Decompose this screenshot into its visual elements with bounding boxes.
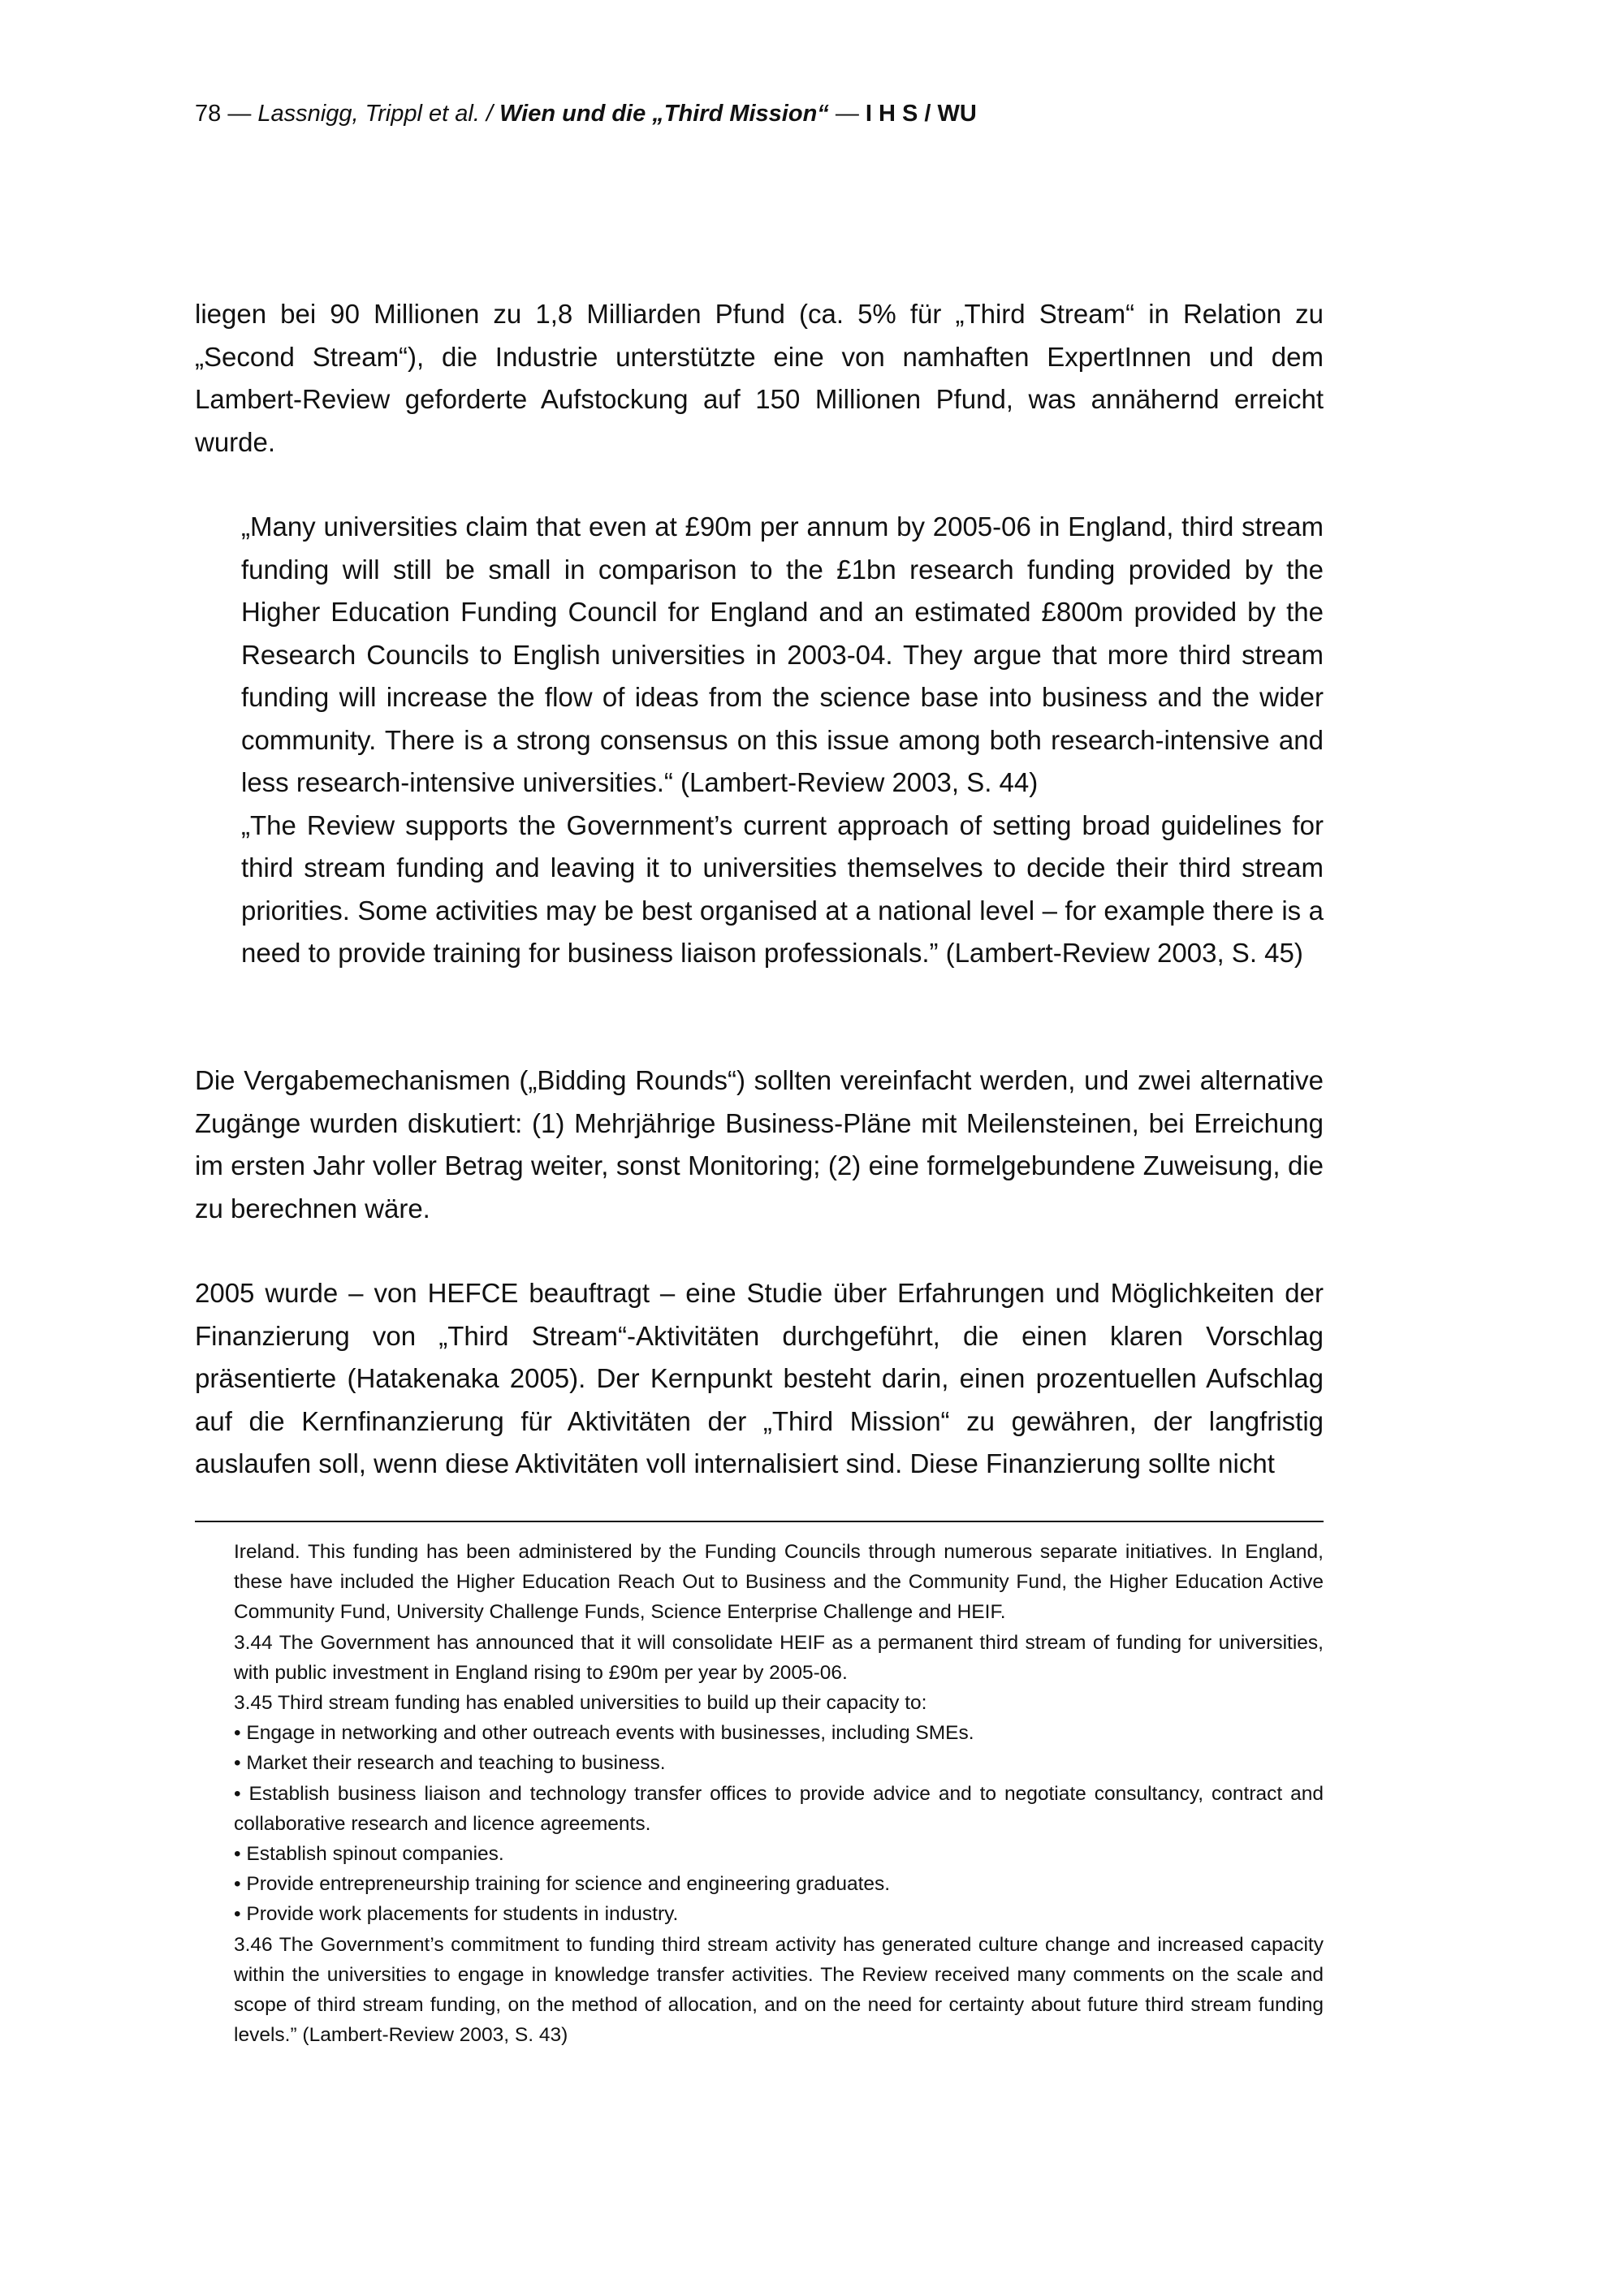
header-authors: Lassnigg, Trippl et al. / bbox=[257, 101, 500, 127]
header-institution: I H S / WU bbox=[865, 101, 977, 127]
body-paragraph-1: liegen bei 90 Millionen zu 1,8 Milliarden Pfund (ca. 5% für „Third Stream“ in Relation zu „Second Stream“), die Industrie unterstützte eine von namhaften ExpertInnen und dem Lambert-Review geforderte Aufstockung auf 150 Millionen Pfund, was annähernd erreicht wurde. bbox=[195, 299, 1324, 457]
footnote-paragraph: 3.45 Third stream funding has enabled universities to build up their capacity to: bbox=[234, 1692, 927, 1715]
body-paragraph-3: 2005 wurde – von HEFCE beauftragt – eine Studie über Erfahrungen und Möglichkeiten der Finanzierung von „Third Stream“-Aktivitäten durchgeführt, die einen klaren Vorschlag präsentierte (Hatakenaka 2005). Der Kernpunkt besteht darin, einen prozentuellen Aufschlag auf die Kernfinanzierung für Aktivitäten der „Third Mission“ zu gewähren, der langfristig auslaufen soll, wenn diese Aktivitäten voll internalisiert sind. Diese Finanzierung sollte nicht bbox=[195, 1278, 1324, 1478]
page-number: 78 bbox=[195, 101, 222, 127]
footnote-block bbox=[234, 1537, 1324, 2050]
block-quote bbox=[241, 506, 1324, 975]
footnote-bullet: • Provide work placements for students in industry. bbox=[234, 1903, 679, 1926]
quote-paragraph-2: „The Review supports the Government’s current approach of setting broad guidelines for third stream funding and leaving it to universities themselves to decide their third stream priorities. Some activities may be best organised at a national level – for example there is a need to provide training for business liaison professionals.” (Lambert-Review 2003, S. 45) bbox=[241, 809, 1324, 968]
header-title: Wien und die „Third Mission“ bbox=[499, 101, 829, 127]
footnote-bullet: • Establish business liaison and technology transfer offices to provide advice and to negotiate consultancy, contract and collaborative research and licence agreements. bbox=[234, 1782, 1324, 1835]
footnote-bullet: • Engage in networking and other outreach events with businesses, including SMEs. bbox=[234, 1722, 974, 1745]
footnote-bullet: • Market their research and teaching to business. bbox=[234, 1752, 666, 1775]
footnote-divider bbox=[195, 1521, 1324, 1522]
header-separator: — bbox=[221, 101, 258, 127]
body-paragraph-2: Die Vergabemechanismen („Bidding Rounds“) sollten vereinfacht werden, und zwei alternative Zugänge wurden diskutiert: (1) Mehrjährige Business-Pläne mit Meilensteinen, bei Erreichung im ersten Jahr voller Betrag weiter, sonst Monitoring; (2) eine formelgebundene Zuweisung, die zu berechnen wäre. bbox=[195, 1065, 1324, 1224]
header-separator: — bbox=[828, 101, 866, 127]
running-header bbox=[195, 101, 977, 127]
footnote-paragraph: 3.44 The Government has announced that it will consolidate HEIF as a permanent third stream of funding for universities, with public investment in England rising to £90m per year by 2005-06. bbox=[234, 1631, 1324, 1684]
footnote-paragraph: Ireland. This funding has been administered by the Funding Councils through numerous separate initiatives. In England, these have included the Higher Education Reach Out to Business and the Community Fund, the Higher Education Active Community Fund, University Challenge Funds, Science Enterprise Challenge and HEIF. bbox=[234, 1541, 1324, 1624]
footnote-bullet: • Establish spinout companies. bbox=[234, 1843, 504, 1866]
quote-paragraph-1: „Many universities claim that even at £90m per annum by 2005-06 in England, third stream funding will still be small in comparison to the £1bn research funding provided by the Higher Education Funding Council for England and an estimated £800m provided by the Research Councils to English universities in 2003-04. They argue that more third stream funding will increase the flow of ideas from the science base into business and the wider community. There is a strong consensus on this issue among both research-intensive and less research-intensive universities.“ (Lambert-Review 2003, S. 44) bbox=[241, 511, 1324, 797]
footnote-paragraph: 3.46 The Government’s commitment to funding third stream activity has generated culture change and increased capacity within the universities to engage in knowledge transfer activities. The Review received many comments on the scale and scope of third stream funding, on the method of allocation, and on the need for certainty about future third stream funding levels.” (Lambert-Review 2003, S. 43) bbox=[234, 1933, 1324, 2047]
footnote-bullet: • Provide entrepreneurship training for science and engineering graduates. bbox=[234, 1873, 891, 1896]
